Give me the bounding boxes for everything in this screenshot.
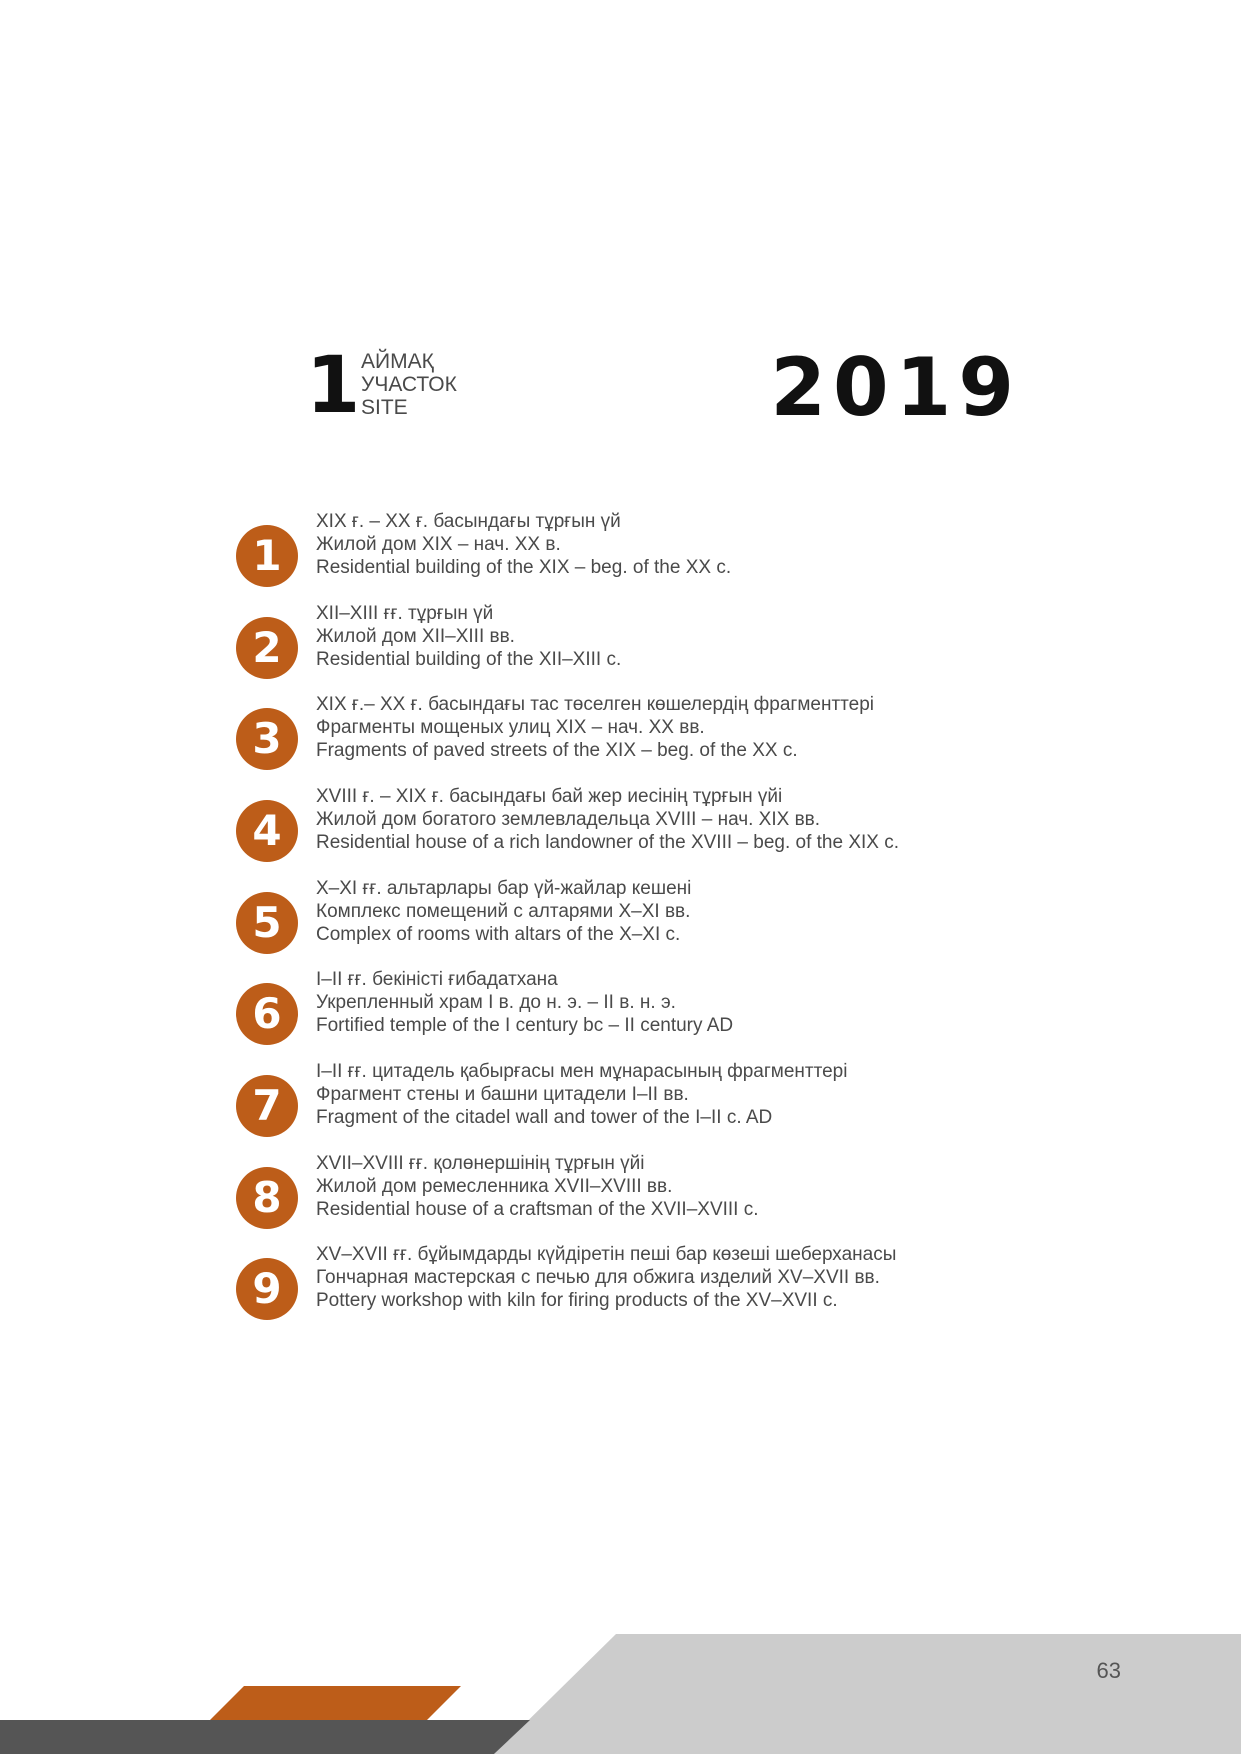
footer-dark-band [0,1720,530,1754]
label-kazakh: XVIII ғ. – XIX ғ. басындағы бай жер иесінің тұрғын үйі [316,786,783,807]
footer-accent-band [210,1686,461,1720]
page-number: 63 [1096,1658,1121,1683]
legend-text [316,785,899,854]
label-english: Residential house of a craftsman of the XVII–XVIII c. [316,1199,759,1220]
footer-decoration [0,1634,1241,1754]
number-badge: 1 [236,525,298,587]
label-english: Residential house of a rich landowner of the XVIII – beg. of the XIX c. [316,832,900,853]
site-label-russian: УЧАСТОК [361,373,457,396]
label-kazakh: I–II ғғ. бекіністі ғибадатхана [316,969,558,990]
label-russian: Фрагмент стены и башни цитадели I–II вв. [316,1084,689,1105]
label-russian: Жилой дом XII–XIII вв. [316,626,515,647]
label-russian: Жилой дом ремесленника XVII–XVIII вв. [316,1176,673,1197]
label-english: Pottery workshop with kiln for firing products of the XV–XVII c. [316,1290,838,1311]
legend-text [316,1060,847,1129]
label-russian: Гончарная мастерская с печью для обжига изделий XV–XVII вв. [316,1267,880,1288]
legend-item [236,603,1016,692]
label-english: Fragment of the citadel wall and tower of the I–II c. AD [316,1107,773,1128]
label-russian: Жилой дом XIX – нач. XX в. [316,534,561,555]
footer-light-band [494,1634,1241,1754]
legend-item [236,786,1016,875]
legend-item [236,694,1016,783]
label-english: Fortified temple of the I century bc – II century AD [316,1015,734,1036]
label-kazakh: XV–XVII ғғ. бұйымдарды күйдіретін пеші бар көзеші шеберханасы [316,1244,897,1265]
label-russian: Жилой дом богатого землевладельца XVIII – нач. XIX вв. [316,809,821,830]
legend-text [316,510,731,579]
label-english: Fragments of paved streets of the XIX – beg. of the XX c. [316,740,798,761]
year-heading: 2019 [770,341,1021,434]
label-kazakh: I–II ғғ. цитадель қабырғасы мен мұнарасының фрагменттері [316,1061,848,1082]
label-russian: Укрепленный храм I в. до н. э. – II в. н. э. [316,992,676,1013]
site-labels [361,350,457,419]
legend-text [316,602,621,671]
number-badge: 9 [236,1258,298,1320]
label-english: Residential building of the XII–XIII c. [316,649,622,670]
label-english: Residential building of the XIX – beg. of the XX c. [316,557,732,578]
number-badge: 2 [236,617,298,679]
legend-item [236,1061,1016,1150]
label-kazakh: XII–XIII ғғ. тұрғын үй [316,603,494,624]
number-badge: 5 [236,892,298,954]
legend-text [316,968,733,1037]
legend-item [236,1244,1016,1333]
number-badge: 8 [236,1167,298,1229]
legend-item [236,878,1016,967]
site-label-english: SITE [361,396,408,419]
number-badge: 3 [236,708,298,770]
number-badge: 7 [236,1075,298,1137]
label-russian: Фрагменты мощеных улиц XIX – нач. XX вв. [316,717,705,738]
label-kazakh: XIX ғ.– XX ғ. басындағы тас төселген көшелердің фрагменттері [316,694,875,715]
legend-item [236,969,1016,1058]
legend-item [236,1153,1016,1242]
label-kazakh: XVII–XVIII ғғ. қолөнершінің тұрғын үйі [316,1153,645,1174]
number-badge: 6 [236,983,298,1045]
legend-text [316,693,874,762]
legend-text [316,1243,896,1312]
legend-text [316,877,691,946]
site-number: 1 [306,341,361,431]
number-badge: 4 [236,800,298,862]
site-label-kazakh: АЙМАҚ [361,350,434,373]
label-russian: Комплекс помещений с алтарями X–XI вв. [316,901,691,922]
legend-item [236,511,1016,600]
legend-text [316,1152,759,1221]
label-kazakh: XIX ғ. – XX ғ. басындағы тұрғын үй [316,511,621,532]
label-kazakh: X–XI ғғ. альтарлары бар үй-жайлар кешені [316,878,692,899]
label-english: Complex of rooms with altars of the X–XI c. [316,924,681,945]
